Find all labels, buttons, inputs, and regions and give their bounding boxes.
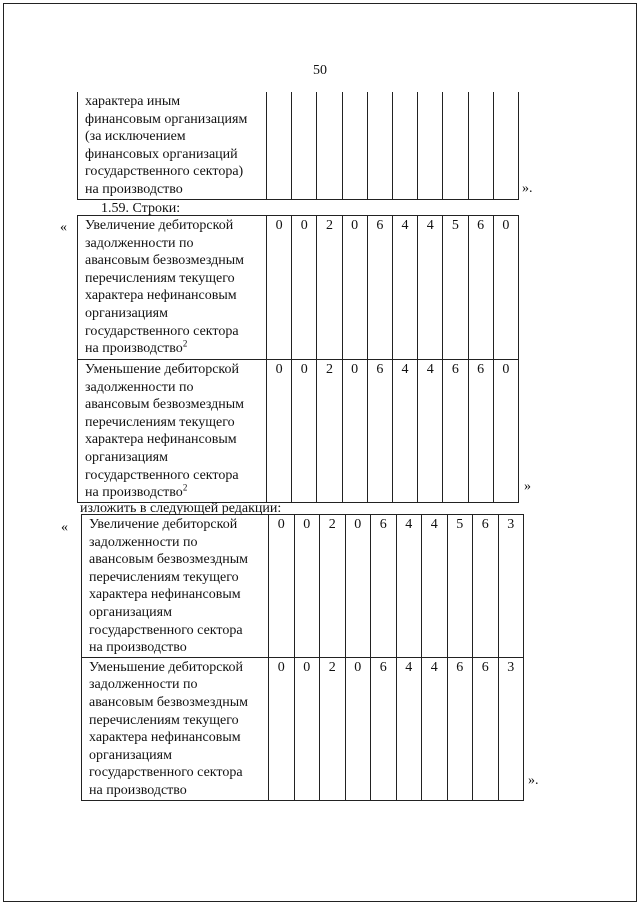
code-digit-cell (418, 92, 443, 199)
code-digit-cell: 4 (396, 515, 422, 658)
label-line: государственного сектора) (85, 164, 244, 180)
table-row (78, 216, 519, 360)
code-digit-cell (267, 92, 292, 199)
code-digit-cell: 6 (371, 515, 397, 658)
code-digit-cell: 0 (292, 360, 317, 503)
label-line: перечислениям текущего (85, 270, 235, 286)
label-line: задолженности по (89, 677, 198, 693)
label-line: государственного сектора (89, 765, 243, 781)
code-digit-cell: 0 (267, 360, 292, 503)
code-digit-cell: 2 (317, 360, 342, 503)
label-line: авансовым безвозмездным (85, 397, 245, 413)
code-digit-cell: 0 (493, 360, 518, 503)
label-line: организациям (89, 747, 172, 763)
label-line: авансовым безвозмездным (85, 253, 245, 269)
code-digit-cell: 0 (342, 360, 367, 503)
code-digit-cell: 0 (342, 216, 367, 360)
code-digit-cell (342, 92, 367, 199)
old-open-quote: « (60, 220, 67, 235)
code-digit-cell: 6 (371, 657, 397, 800)
label-line: (за исключением (85, 129, 186, 145)
code-digit-cell: 0 (345, 515, 371, 658)
code-digit-cell: 6 (443, 360, 468, 503)
label-line: государственного сектора (85, 467, 239, 483)
page-number: 50 (313, 63, 327, 78)
label-line: финансовым организациям (85, 111, 248, 127)
table-row (82, 657, 524, 800)
code-digit-cell: 6 (447, 657, 473, 800)
new-rows-table (81, 514, 524, 801)
code-digit-cell (493, 92, 518, 199)
label-line: государственного сектора (85, 323, 239, 339)
label-line: Увеличение дебиторской (85, 218, 234, 233)
new-open-quote: « (61, 520, 68, 535)
label-line: характера иным (85, 94, 181, 109)
label-line: задолженности по (89, 534, 198, 550)
top-close-quote: ». (522, 181, 533, 196)
code-digit-cell: 4 (396, 657, 422, 800)
row-label (78, 360, 267, 503)
footnote-mark: 2 (182, 338, 188, 349)
row-label (78, 216, 267, 360)
label-line: характера нефинансовым (89, 730, 241, 746)
row-label (82, 657, 269, 800)
label-line: задолженности по (85, 379, 194, 395)
label-line: Уменьшение дебиторской (85, 362, 240, 377)
code-digit-cell: 0 (294, 515, 320, 658)
code-digit-cell: 6 (367, 216, 392, 360)
code-digit-cell: 4 (418, 216, 443, 360)
code-digit-cell: 0 (294, 657, 320, 800)
item-heading: 1.59. Строки: (101, 201, 181, 216)
code-digit-cell: 0 (269, 657, 295, 800)
code-digit-cell: 4 (392, 216, 417, 360)
code-digit-cell: 0 (345, 657, 371, 800)
code-digit-cell: 0 (269, 515, 295, 658)
old-close-quote: » (524, 479, 531, 494)
table-row (82, 515, 524, 658)
code-digit-cell: 4 (392, 360, 417, 503)
code-digit-cell: 4 (422, 515, 448, 658)
label-line: организациям (89, 604, 172, 620)
table-row (78, 92, 519, 199)
code-digit-cell: 6 (367, 360, 392, 503)
code-digit-cell: 4 (418, 360, 443, 503)
label-line: финансовых организаций (85, 146, 238, 162)
label-line: на производство$^2$ (85, 482, 188, 501)
code-digit-cell: 0 (493, 216, 518, 360)
code-digit-cell: 6 (468, 360, 493, 503)
label-line: на производство (89, 640, 187, 656)
label-line: на производство$^2$ (85, 338, 188, 357)
row-label (78, 92, 267, 199)
code-digit-cell: 6 (473, 515, 499, 658)
label-line: государственного сектора (89, 622, 243, 638)
code-digit-cell: 0 (292, 216, 317, 360)
label-line: характера нефинансовым (85, 288, 237, 304)
new-close-quote: ». (528, 773, 539, 788)
label-line: организациям (85, 305, 168, 321)
top-table (77, 92, 519, 200)
label-line: перечислениям текущего (85, 414, 235, 430)
code-digit-cell: 6 (473, 657, 499, 800)
replace-text: изложить в следующей редакции: (80, 501, 282, 516)
label-line: перечислениям текущего (89, 569, 239, 585)
code-digit-cell: 5 (443, 216, 468, 360)
table-row (78, 360, 519, 503)
code-digit-cell: 3 (498, 515, 524, 658)
label-line: Увеличение дебиторской (89, 517, 238, 532)
label-line: на производство (89, 782, 187, 798)
code-digit-cell (392, 92, 417, 199)
label-line: на производство (85, 181, 183, 197)
code-digit-cell (292, 92, 317, 199)
code-digit-cell (443, 92, 468, 199)
row-label (82, 515, 269, 658)
code-digit-cell: 2 (320, 657, 346, 800)
old-rows-table (77, 215, 519, 503)
code-digit-cell: 2 (317, 216, 342, 360)
label-line: характера нефинансовым (85, 432, 237, 448)
code-digit-cell (317, 92, 342, 199)
footnote-mark: 2 (182, 482, 188, 493)
label-line: организациям (85, 449, 168, 465)
label-line: авансовым безвозмездным (89, 552, 249, 568)
code-digit-cell (367, 92, 392, 199)
code-digit-cell: 6 (468, 216, 493, 360)
code-digit-cell: 4 (422, 657, 448, 800)
label-line: авансовым безвозмездным (89, 694, 249, 710)
label-line: характера нефинансовым (89, 587, 241, 603)
label-line: Уменьшение дебиторской (89, 659, 244, 675)
code-digit-cell: 5 (447, 515, 473, 658)
label-line: перечислениям текущего (89, 712, 239, 728)
code-digit-cell: 2 (320, 515, 346, 658)
code-digit-cell: 3 (498, 657, 524, 800)
label-line: задолженности по (85, 235, 194, 251)
code-digit-cell (468, 92, 493, 199)
code-digit-cell: 0 (267, 216, 292, 360)
